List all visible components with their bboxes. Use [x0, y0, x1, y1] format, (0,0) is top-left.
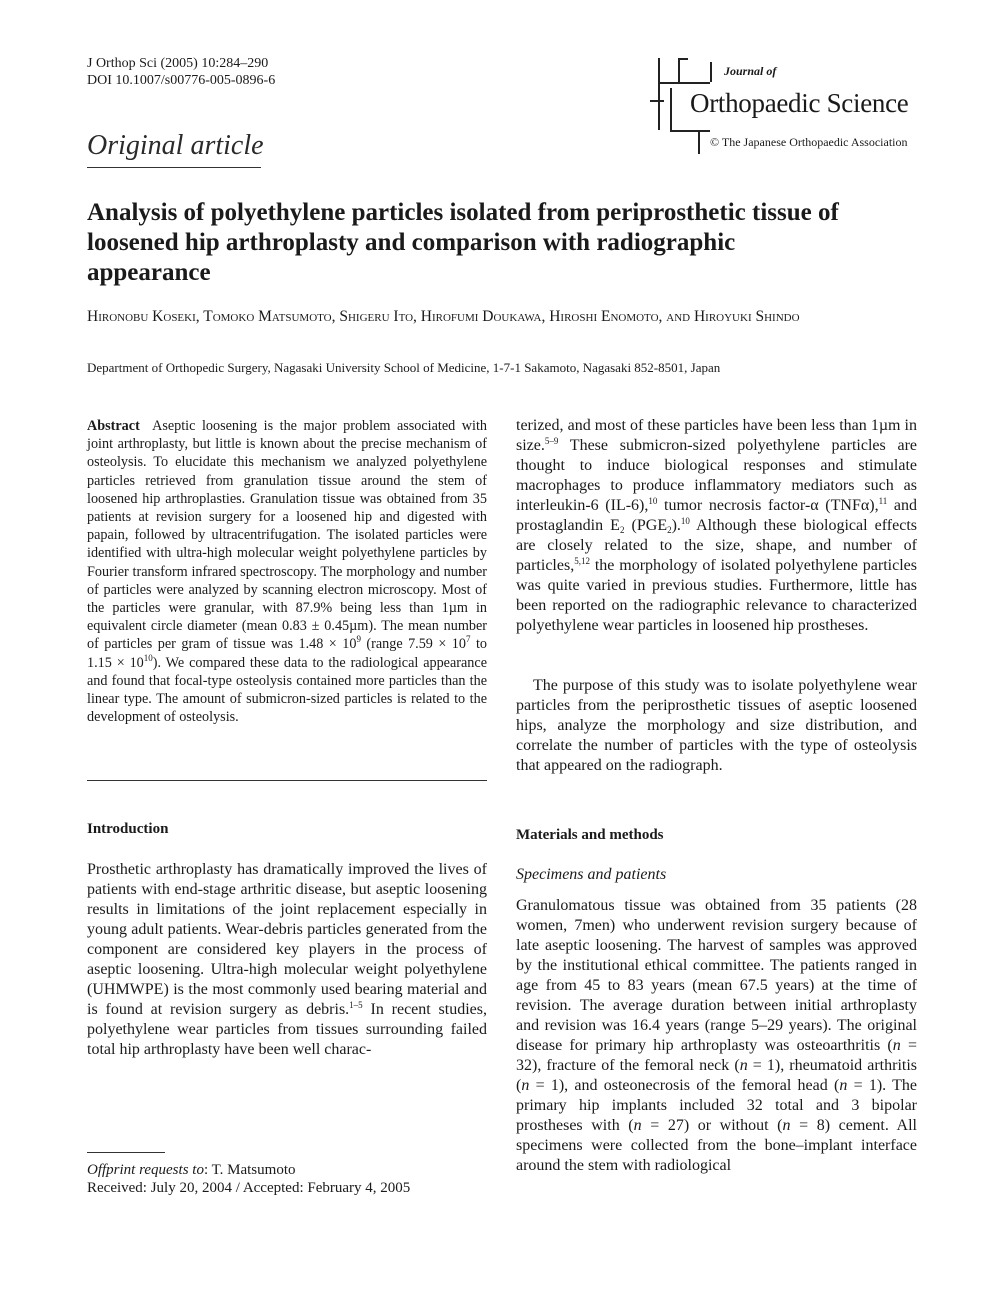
- paragraph-text: Although these biological effects are closely related to the size, shape, and number of particles,: [516, 517, 917, 574]
- paragraph-text: Prosthetic arthroplasty has dramatically improved the lives of patients with end-stage arthritic disease, but aseptic loosening results in limitations of the joint replacement especially in young adult patients. Wear-debris particles generated from the component are considered key players in the process of aseptic loosening. Ultra-high molecular weight polyethylene (UHMWPE) is the most commonly used bearing material and is found at revision surgery as debris.: [87, 861, 487, 1018]
- paragraph-text: = 27) or without (: [641, 1117, 783, 1134]
- offprint-label: Offprint requests to: [87, 1162, 204, 1178]
- citation-ref: 10: [680, 516, 690, 526]
- article-type: Original article: [87, 130, 264, 161]
- citation-ref: 5,12: [574, 556, 590, 566]
- paragraph-text: = 32), fracture of the femoral neck (: [516, 1037, 918, 1074]
- abstract: [87, 417, 487, 726]
- article-title: Analysis of polyethylene particles isolated from periprosthetic tissue of loosened hip arthroplasty and comparison with radiographic appearance: [87, 199, 839, 286]
- paragraph-text: (PGE: [624, 517, 668, 534]
- right-column-paragraph-1: [516, 416, 917, 636]
- citation-ref: 10: [648, 496, 658, 506]
- citation-ref: 11: [878, 496, 888, 506]
- paragraph-text: and prostaglandin E: [516, 497, 917, 534]
- paragraph-text: ).: [671, 517, 681, 534]
- introduction-text: [87, 860, 487, 1060]
- footnote-divider: [87, 1152, 165, 1153]
- exponent: 9: [356, 634, 361, 645]
- variable-n: n: [839, 1077, 848, 1094]
- paragraph-text: tumor necrosis factor-α (TNFα),: [657, 497, 879, 514]
- specimens-subheading: Specimens and patients: [516, 866, 667, 883]
- author-list: Hironobu Koseki, Tomoko Matsumoto, Shigeru Ito, Hirofumi Doukawa, Hiroshi Enomoto, and Hiroyuki Shindo: [87, 308, 800, 325]
- citation-ref: 1–5: [349, 1000, 363, 1010]
- variable-n: n: [633, 1117, 642, 1134]
- subscript: 2: [667, 525, 672, 535]
- paragraph-text: = 1), rheumatoid arthritis (: [516, 1057, 918, 1094]
- citation-ref: 5–9: [544, 436, 559, 446]
- paragraph-text: = 1), and osteonecrosis of the femoral head (: [529, 1077, 840, 1094]
- paragraph-text: = 8) cement. All specimens were collected from the bone–implant interface around the stem with radiological: [516, 1117, 917, 1174]
- logo-journal-name: Orthopaedic Science: [690, 88, 909, 118]
- abstract-text: to 1.15 × 10: [87, 636, 487, 671]
- paragraph-text: terized, and most of these particles have been less than 1µm in size.: [516, 417, 917, 454]
- paragraph-text: the morphology of isolated polyethylene particles was quite varied in previous studies. Furthermore, little has been reported on the radiographic relevance to characterized polyethylene wear particles in loosened hip prostheses.: [516, 557, 917, 634]
- exponent: 10: [143, 652, 153, 663]
- footnote: [87, 1161, 410, 1197]
- exponent: 7: [466, 634, 471, 645]
- affiliation: Department of Orthopedic Surgery, Nagasaki University School of Medicine, 1-7-1 Sakamoto, Nagasaki 852-8501, Japan: [87, 360, 721, 375]
- abstract-label: Abstract: [87, 418, 140, 434]
- abstract-text: ). We compared these data to the radiological appearance and found that focal-type osteolysis contained more particles than the linear type. The amount of submicron-sized particles is related to the development of osteolysis.: [87, 654, 487, 726]
- logo-association: © The Japanese Orthopaedic Association: [710, 135, 908, 149]
- offprint-line: [87, 1161, 410, 1179]
- paragraph-text: = 1). The primary hip implants included 32 total and 3 bipolar prostheses with (: [516, 1077, 918, 1134]
- journal-logo: [650, 58, 930, 158]
- variable-n: n: [739, 1057, 748, 1074]
- logo-journal-of: Journal of: [724, 64, 777, 78]
- journal-citation: J Orthop Sci (2005) 10:284–290: [87, 56, 269, 71]
- subscript: 2: [619, 525, 625, 535]
- variable-n: n: [521, 1077, 530, 1094]
- abstract-text: Aseptic loosening is the major problem associated with joint arthroplasty, but little is known about the precise mechanism of osteolysis. To elucidate this mechanism we analyzed polyethylene particles retrieved from granulation tissue around the stem of loosened hip arthroplasties. Granulation tissue was obtained from 35 patients at revision surgery for a loosened hip and digested with papain, followed by ultracentrifugation. The isolated particles were identified with ultra-high molecular weight polyethylene particles by Fourier transform infrared spectroscopy. The morphology and number of particles were analyzed by scanning electron microscopy. Most of the particles were granular, with 87.9% being less than 1µm in equivalent circle diameter (mean 0.83 ± 0.45µm). The mean number of particles per gram of tissue was 1.48 × 10: [87, 418, 487, 653]
- right-column-paragraph-2: The purpose of this study was to isolate polyethylene wear particles from the periprosthetic tissues of aseptic loosened hips, analyze the morphology and size distribution, and correlate the number of particles with the type of osteolysis that appeared on the radiograph.: [516, 677, 917, 774]
- paragraph-text: These submicron-sized polyethylene particles are thought to induce biological responses and stimulate macrophages to produce inflammatory mediators such as interleukin-6 (IL-6),: [516, 437, 917, 514]
- abstract-text: (range 7.59 × 10: [360, 636, 466, 653]
- specimens-text: [516, 896, 917, 1176]
- variable-n: n: [782, 1117, 791, 1134]
- citation-block: [87, 55, 275, 89]
- article-type-underline: [87, 167, 261, 168]
- introduction-heading: Introduction: [87, 821, 169, 837]
- offprint-name: : T. Matsumoto: [203, 1162, 296, 1178]
- paragraph-text: In recent studies, polyethylene wear particles from tissues surrounding failed total hip arthroplasty have been well charac-: [87, 1001, 487, 1058]
- methods-heading: Materials and methods: [516, 827, 664, 843]
- paragraph-text: Granulomatous tissue was obtained from 35 patients (28 women, 7men) who underwent revision surgery because of late aseptic loosening. The harvest of samples was approved by the institutional ethical committee. The patients ranged in age from 45 to 83 years (mean 67.5 years) at the time of revision. The average duration between initial arthroplasty and revision was 16.4 years (range 5–29 years). The original disease for primary hip arthroplasty was osteoarthritis (: [516, 897, 917, 1054]
- received-accepted-dates: Received: July 20, 2004 / Accepted: February 4, 2005: [87, 1180, 411, 1196]
- abstract-divider: [87, 780, 487, 781]
- variable-n: n: [892, 1037, 901, 1054]
- doi: DOI 10.1007/s00776-005-0896-6: [87, 73, 276, 88]
